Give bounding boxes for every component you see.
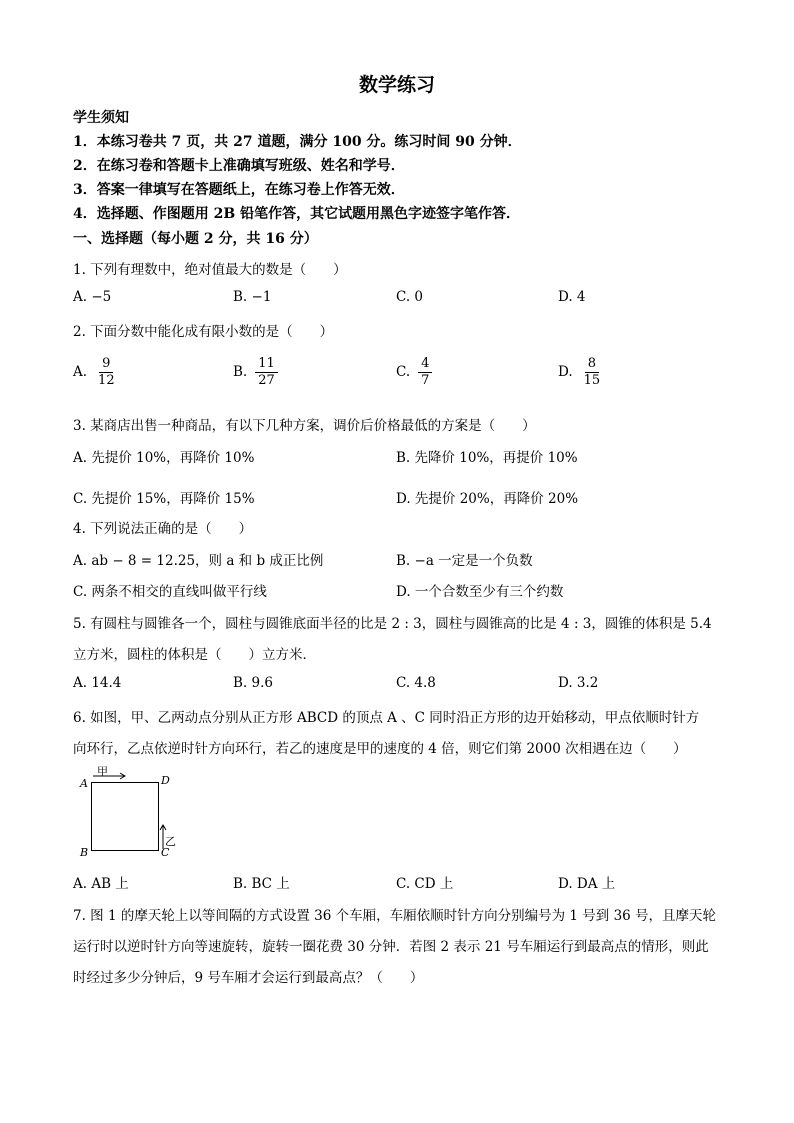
option-a: A. −5: [73, 289, 112, 305]
section-heading: 一、选择题（每小题 2 分，共 16 分）: [73, 231, 318, 247]
option-b: B. −a 一定是一个负数: [396, 553, 533, 569]
option-d: D. 4: [558, 289, 586, 305]
right-arrow-icon: [92, 772, 128, 780]
option-c: C. $\frac{4}{7}$: [396, 356, 432, 389]
question-stem-cont: 向环行，乙点依逆时针方向环行，若乙的速度是甲的速度的 4 倍，则它们第 2000 次相遇在边（ ）: [73, 741, 687, 757]
question-stem: 5. 有圆柱与圆锥各一个，圆柱与圆锥底面半径的比是 2 : 3，圆柱与圆锥高的比是 4 : 3，圆锥的体积是 5.4: [73, 616, 712, 632]
notice-item: 3．答案一律填写在答题纸上，在练习卷上作答无效．: [73, 182, 405, 198]
vertex-a-label: A: [80, 777, 88, 790]
fraction: $\frac{11}{27}$: [255, 356, 278, 389]
notice-item: 1．本练习卷共 7 页，共 27 道题，满分 100 分。练习时间 90 分钟．: [73, 134, 522, 150]
question-stem: 2. 下面分数中能化成有限小数的是（ ）: [73, 324, 334, 340]
notice-heading: 学生须知: [73, 110, 129, 126]
option-d: D. 一个合数至少有三个约数: [396, 584, 564, 600]
question-stem: 1. 下列有理数中，绝对值最大的数是（ ）: [73, 262, 347, 278]
option-c: C. 先提价 15%，再降价 15%: [73, 491, 255, 507]
notice-item: 2．在练习卷和答题卡上准确填写班级、姓名和学号．: [73, 158, 405, 174]
notice-item: 4．选择题、作图题用 2B 铅笔作答，其它试题用黑色字迹签字笔作答．: [73, 206, 521, 222]
option-d: D. $\frac{8}{15}$: [558, 356, 603, 389]
option-b: B. $\frac{11}{27}$: [233, 356, 278, 389]
vertex-c-label: C: [161, 846, 170, 859]
square-abcd: [91, 782, 159, 851]
option-b: B. −1: [233, 289, 272, 305]
question-stem: 3. 某商店出售一种商品，有以下几种方案，调价后价格最低的方案是（ ）: [73, 418, 536, 434]
option-c: C. 两条不相交的直线叫做平行线: [73, 584, 267, 600]
fraction: $\frac{4}{7}$: [418, 356, 432, 389]
option-a: A. $\frac{9}{12}$: [73, 356, 118, 389]
question-stem-cont: 时经过多少分钟后，9 号车厢才会运行到最高点？（ ）: [73, 970, 424, 986]
option-d: D. 先提价 20%，再降价 20%: [396, 491, 579, 507]
question-stem-cont: 立方米，圆柱的体积是（ ）立方米．: [73, 647, 316, 663]
jia-label: 甲: [97, 765, 108, 778]
vertex-b-label: B: [80, 846, 89, 859]
option-d: D. DA 上: [558, 876, 616, 892]
vertex-d-label: D: [161, 774, 170, 787]
question-stem: 4. 下列说法正确的是（ ）: [73, 521, 253, 537]
question-stem: 6. 如图，甲、乙两动点分别从正方形 ABCD 的顶点 A 、C 同时沿正方形的边开始移动，甲点依顺时针方: [73, 710, 700, 726]
option-a: A. 14.4: [73, 675, 122, 691]
option-b: B. 9.6: [233, 675, 273, 691]
option-a: A. 先提价 10%，再降价 10%: [73, 450, 255, 466]
option-c: C. CD 上: [396, 876, 454, 892]
up-arrow-icon: [159, 824, 167, 850]
option-b: B. BC 上: [233, 876, 290, 892]
option-d: D. 3.2: [558, 675, 599, 691]
question-stem: 7. 图 1 的摩天轮上以等间隔的方式设置 36 个车厢，车厢依顺时针方向分别编号为 1 号到 36 号，且摩天轮: [73, 908, 717, 924]
option-c: C. 4.8: [396, 675, 436, 691]
option-a: A. AB 上: [73, 876, 129, 892]
option-b: B. 先降价 10%，再提价 10%: [396, 450, 578, 466]
page-title: 数学练习: [358, 74, 435, 96]
question-stem-cont: 运行时以逆时针方向等速旋转，旋转一圈花费 30 分钟．若图 2 表示 21 号车厢运行到最高点的情形，则此: [73, 939, 709, 955]
fraction: $\frac{9}{12}$: [98, 356, 115, 388]
option-a: A. ab − 8 = 12.25，则 a 和 b 成正比例: [73, 553, 324, 569]
fraction: $\frac{8}{15}$: [583, 356, 601, 388]
option-c: C. 0: [396, 289, 424, 305]
yi-label: 乙: [165, 835, 176, 848]
